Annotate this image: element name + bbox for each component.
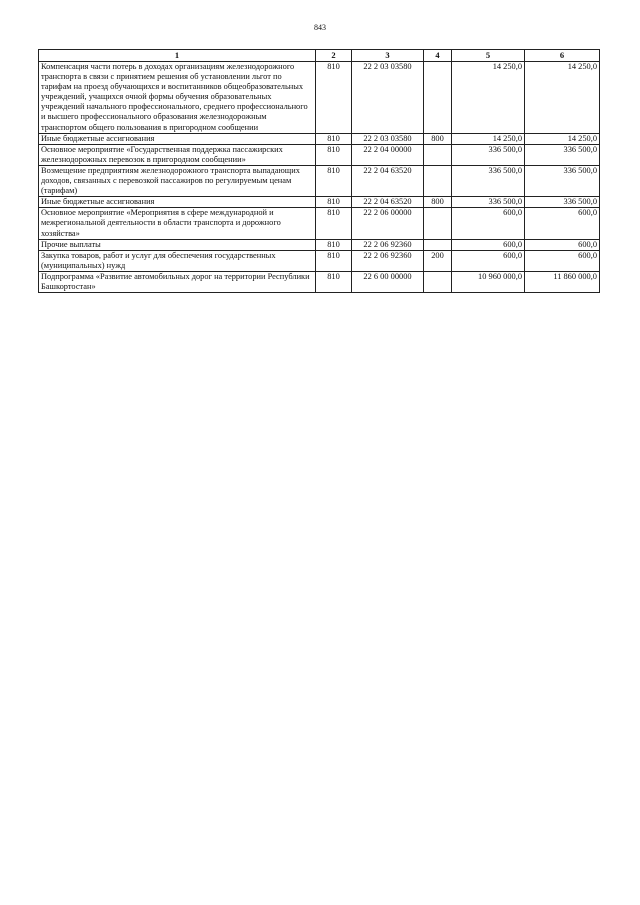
budget-table [38, 49, 600, 293]
row-gr-code: 810 [316, 197, 352, 208]
row-sum-col5: 600,0 [452, 250, 525, 271]
row-csr-code: 22 2 04 63520 [352, 165, 424, 196]
row-vr-code [424, 239, 452, 250]
row-vr-code [424, 208, 452, 239]
row-csr-code: 22 2 03 03580 [352, 62, 424, 134]
row-gr-code: 810 [316, 144, 352, 165]
row-sum-col6: 336 500,0 [525, 144, 600, 165]
row-sum-col6: 600,0 [525, 250, 600, 271]
row-csr-code: 22 6 00 00000 [352, 271, 424, 292]
row-csr-code: 22 2 06 92360 [352, 250, 424, 271]
table-row [39, 165, 600, 196]
header-col-4: 4 [424, 50, 452, 62]
row-name: Основное мероприятие «Государственная поддержка пассажирских железнодорожных перевозок в пригородном сообщении» [39, 144, 316, 165]
row-name: Подпрограмма «Развитие автомобильных дорог на территории Республики Башкортостан» [39, 271, 316, 292]
row-vr-code: 800 [424, 133, 452, 144]
row-sum-col6: 14 250,0 [525, 133, 600, 144]
row-sum-col5: 600,0 [452, 239, 525, 250]
table-row [39, 133, 600, 144]
row-gr-code: 810 [316, 271, 352, 292]
row-vr-code [424, 144, 452, 165]
row-sum-col5: 10 960 000,0 [452, 271, 525, 292]
table-header-row [39, 50, 600, 62]
row-sum-col6: 600,0 [525, 208, 600, 239]
header-col-1: 1 [39, 50, 316, 62]
table-row [39, 144, 600, 165]
row-sum-col5: 336 500,0 [452, 197, 525, 208]
row-sum-col5: 14 250,0 [452, 62, 525, 134]
row-vr-code: 200 [424, 250, 452, 271]
row-gr-code: 810 [316, 165, 352, 196]
header-col-3: 3 [352, 50, 424, 62]
row-name: Прочие выплаты [39, 239, 316, 250]
table-row [39, 208, 600, 239]
row-csr-code: 22 2 04 00000 [352, 144, 424, 165]
row-sum-col5: 14 250,0 [452, 133, 525, 144]
header-col-5: 5 [452, 50, 525, 62]
header-col-6: 6 [525, 50, 600, 62]
row-gr-code: 810 [316, 62, 352, 134]
row-sum-col5: 336 500,0 [452, 165, 525, 196]
row-sum-col6: 336 500,0 [525, 197, 600, 208]
row-sum-col6: 11 860 000,0 [525, 271, 600, 292]
row-name: Возмещение предприятиям железнодорожного транспорта выпадающих доходов, связанных с перевозкой пассажиров по регулируемым ценам (тарифам) [39, 165, 316, 196]
row-name: Закупка товаров, работ и услуг для обеспечения государственных (муниципальных) нужд [39, 250, 316, 271]
row-vr-code [424, 62, 452, 134]
table-row [39, 62, 600, 134]
row-gr-code: 810 [316, 250, 352, 271]
row-name: Иные бюджетные ассигнования [39, 197, 316, 208]
row-name: Компенсация части потерь в доходах организациям железнодорожного транспорта в связи с принятием решения об установлении льгот по тарифам на проезд обучающихся и воспитанников общеобразовательных учреждений, учащихся очной формы обучения образовательных учреждений начального профессионального, среднего профессионального и высшего профессионального образования железнодорожным транспортом общего пользования в пригородном сообщении [39, 62, 316, 134]
row-sum-col6: 14 250,0 [525, 62, 600, 134]
table-row [39, 197, 600, 208]
page-number: 843 [314, 23, 326, 32]
row-vr-code: 800 [424, 197, 452, 208]
header-col-2: 2 [316, 50, 352, 62]
row-gr-code: 810 [316, 133, 352, 144]
row-csr-code: 22 2 06 92360 [352, 239, 424, 250]
table-row [39, 239, 600, 250]
row-sum-col6: 600,0 [525, 239, 600, 250]
row-sum-col5: 600,0 [452, 208, 525, 239]
row-name: Иные бюджетные ассигнования [39, 133, 316, 144]
row-csr-code: 22 2 03 03580 [352, 133, 424, 144]
row-gr-code: 810 [316, 208, 352, 239]
row-sum-col6: 336 500,0 [525, 165, 600, 196]
row-csr-code: 22 2 04 63520 [352, 197, 424, 208]
table-row [39, 250, 600, 271]
row-sum-col5: 336 500,0 [452, 144, 525, 165]
table-row [39, 271, 600, 292]
row-csr-code: 22 2 06 00000 [352, 208, 424, 239]
row-gr-code: 810 [316, 239, 352, 250]
row-vr-code [424, 271, 452, 292]
row-vr-code [424, 165, 452, 196]
row-name: Основное мероприятие «Мероприятия в сфере международной и межрегиональной деятельности в области транспорта и дорожного хозяйства» [39, 208, 316, 239]
